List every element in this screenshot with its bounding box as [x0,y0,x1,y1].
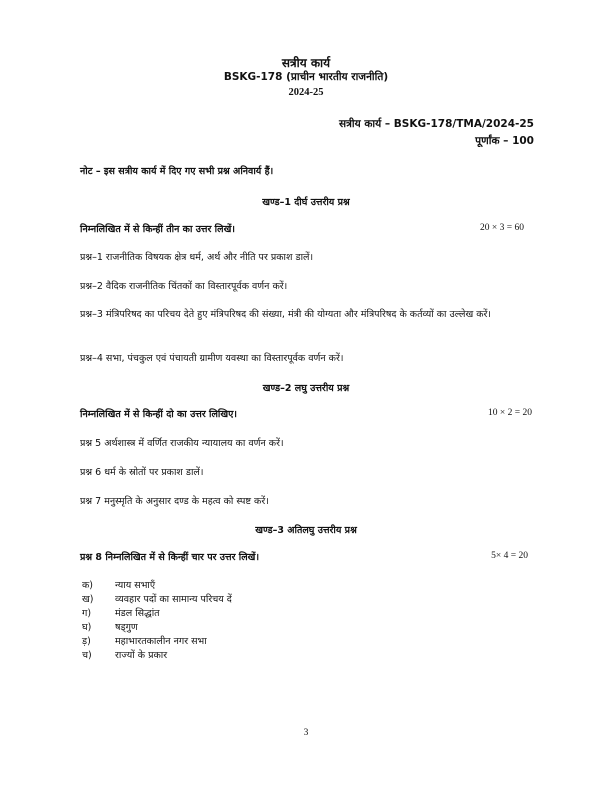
section3-instruction: प्रश्न 8 निम्नलिखित में से किन्हीं चार पर उत्तर लिखें। [80,552,260,563]
question-7: प्रश्न 7 मनुस्मृति के अनुसार दण्ड के महत्व को स्पष्ट करें। [80,496,269,507]
page-number: 3 [303,728,309,738]
section3-heading: खण्ड–3 अतिलघु उत्तरीय प्रश्न [255,525,357,536]
section1-marks: 20 × 3 = 60 [480,223,524,233]
note: नोट – इस सत्रीय कार्य में दिए गए सभी प्रश्न अनिवार्य हैं। [80,166,274,177]
list-item-marker: ख) [82,594,94,605]
list-item-marker: च) [82,650,92,661]
list-item [0,606,612,620]
doc-title: सत्रीय कार्य [281,56,331,70]
list-item [0,634,612,648]
question-5: प्रश्न 5 अर्थशास्त्र में वर्णित राजकीय न्यायालय का वर्णन करें। [80,438,284,449]
course-title: BSKG-178 (प्राचीन भारतीय राजनीति) [223,71,389,83]
question-4: प्रश्न–4 सभा, पंचकुल एवं पंचायती ग्रामीण यवस्था का विस्तारपूर्वक वर्णन करें। [80,353,344,364]
assignment-code: सत्रीय कार्य – BSKG-178/TMA/2024-25 [339,118,534,130]
question-2: प्रश्न–2 वैदिक राजनीतिक चिंतकों का विस्तारपूर्वक वर्णन करें। [80,281,288,292]
section2-heading: खण्ड–2 लघु उत्तरीय प्रश्न [262,383,350,394]
list-item-marker: ग) [82,608,92,619]
question-3: प्रश्न–3 मंत्रिपरिषद का परिचय देते हुए मंत्रिपरिषद की संख्या, मंत्री की योग्यता और मंत्रिपरिषद के कर्तव्यों का उल्लेख करें। [80,309,492,320]
list-item-text: व्यवहार पदों का सामान्य परिचय दें [115,594,232,605]
list-item-marker: घ) [82,622,92,633]
list-item [0,592,612,606]
list-item-marker: ड़) [82,636,91,647]
list-item [0,578,612,592]
list-item [0,648,612,662]
section2-instruction: निम्नलिखित में से किन्हीं दो का उत्तर लिखिए। [80,409,238,420]
list-item-text: महाभारतकालीन नगर सभा [115,636,207,647]
list-item-text: न्याय सभाएँ [115,580,156,591]
list-item-text: राज्यों के प्रकार [115,650,168,661]
question-1: प्रश्न–1 राजनीतिक विषयक क्षेत्र धर्म, अर्थ और नीति पर प्रकाश डालें। [80,252,314,263]
session-year: 2024-25 [288,87,324,98]
question-6: प्रश्न 6 धर्म के स्रोतों पर प्रकाश डालें। [80,467,204,478]
max-marks: पूर्णांक – 100 [475,135,534,147]
section1-heading: खण्ड–1 दीर्घ उत्तरीय प्रश्न [262,197,350,208]
section2-marks: 10 × 2 = 20 [488,408,532,418]
section3-marks: 5× 4 = 20 [491,551,528,561]
list-item-text: मंडल सिद्धांत [115,608,160,619]
list-item-marker: क) [82,580,94,591]
list-item [0,620,612,634]
section1-instruction: निम्नलिखित में से किन्हीं तीन का उत्तर लिखें। [80,224,235,235]
list-item-text: षड्गुण [115,622,138,633]
